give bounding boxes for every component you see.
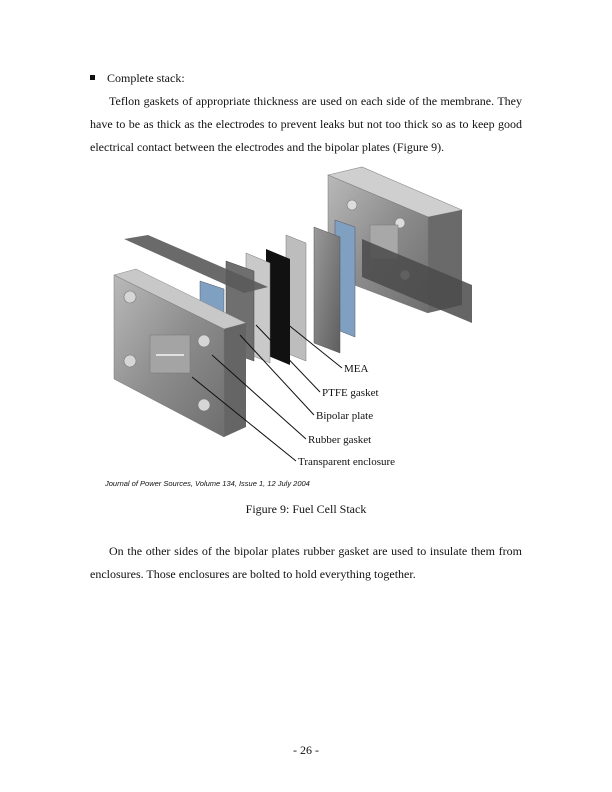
bullet-label: Complete stack: (107, 71, 185, 85)
paragraph-text: Teflon gaskets of appropriate thickness are used on each side of the membrane. They have to be as thick as the electrodes to prevent leaks but not too thick so as to keep good electrical contact between the electrodes and the bipolar plates (Figure 9). (90, 94, 522, 154)
figure-caption: Figure 9: Fuel Cell Stack (245, 502, 367, 516)
square-bullet-icon (90, 75, 95, 80)
page-number: - 26 - (293, 743, 319, 757)
right-bipolar-plate (314, 227, 340, 353)
fuel-cell-stack-figure (100, 165, 480, 475)
label-bipolar-plate: Bipolar plate (316, 410, 374, 422)
label-ptfe-gasket: PTFE gasket (322, 387, 379, 399)
bullet-item (90, 70, 185, 86)
paragraph-text: On the other sides of the bipolar plates rubber gasket are used to insulate them from enclosures. Those enclosures are bolted to hold everything together. (90, 544, 522, 581)
exploded-stack-illustration (100, 165, 480, 475)
label-transparent-enclosure: Transparent enclosure (298, 456, 396, 468)
label-mea: MEA (344, 363, 369, 375)
paragraph-rubber-gaskets (90, 540, 522, 586)
label-rubber-gasket: Rubber gasket (308, 434, 372, 446)
figure-source-citation: Journal of Power Sources, Volume 134, Issue 1, 12 July 2004 (105, 479, 310, 488)
paragraph-teflon-gaskets (90, 90, 522, 159)
